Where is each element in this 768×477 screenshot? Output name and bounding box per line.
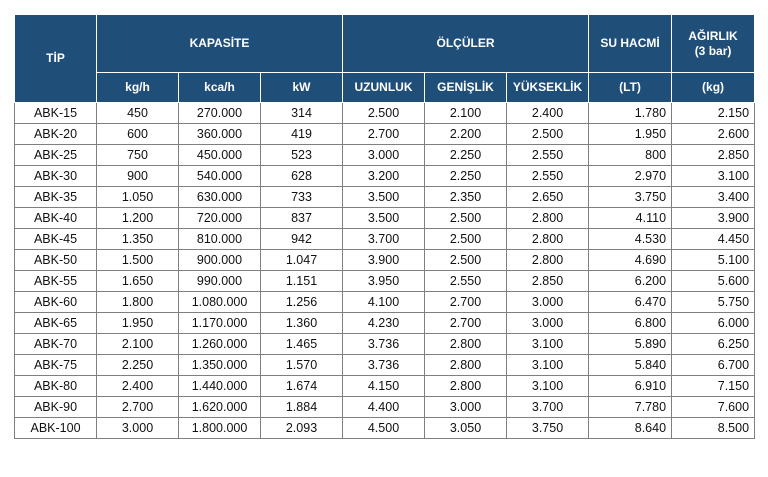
cell-kapasite-kcah: 990.000 (179, 271, 261, 292)
cell-genislik: 2.500 (425, 229, 507, 250)
cell-kapasite-kcah: 630.000 (179, 187, 261, 208)
cell-kapasite-kw: 1.570 (261, 355, 343, 376)
cell-agirlik: 6.000 (672, 313, 755, 334)
cell-agirlik: 3.400 (672, 187, 755, 208)
header-unit-kw: kW (261, 73, 343, 103)
cell-agirlik: 5.100 (672, 250, 755, 271)
cell-agirlik: 8.500 (672, 418, 755, 439)
cell-genislik: 2.550 (425, 271, 507, 292)
cell-uzunluk: 2.500 (343, 103, 425, 124)
cell-genislik: 2.700 (425, 292, 507, 313)
cell-yukseklik: 2.800 (507, 208, 589, 229)
header-unit-kgh: kg/h (97, 73, 179, 103)
cell-genislik: 2.500 (425, 250, 507, 271)
header-su-hacmi: SU HACMİ (589, 15, 672, 73)
table-row (15, 166, 755, 187)
cell-kapasite-kw: 1.465 (261, 334, 343, 355)
cell-yukseklik: 3.700 (507, 397, 589, 418)
cell-su-hacmi: 8.640 (589, 418, 672, 439)
cell-genislik: 2.100 (425, 103, 507, 124)
cell-genislik: 2.500 (425, 208, 507, 229)
header-genislik: GENİŞLİK (425, 73, 507, 103)
cell-su-hacmi: 7.780 (589, 397, 672, 418)
header-tip: TİP (15, 15, 97, 103)
cell-agirlik: 2.150 (672, 103, 755, 124)
cell-uzunluk: 3.500 (343, 208, 425, 229)
cell-su-hacmi: 2.970 (589, 166, 672, 187)
header-agirlik-line1: AĞIRLIK (688, 28, 738, 43)
cell-agirlik: 5.750 (672, 292, 755, 313)
cell-kapasite-kcah: 1.440.000 (179, 376, 261, 397)
cell-kapasite-kgh: 3.000 (97, 418, 179, 439)
cell-kapasite-kgh: 2.250 (97, 355, 179, 376)
table-row (15, 229, 755, 250)
cell-su-hacmi: 4.110 (589, 208, 672, 229)
cell-tip: ABK-45 (15, 229, 97, 250)
cell-kapasite-kgh: 1.350 (97, 229, 179, 250)
cell-tip: ABK-65 (15, 313, 97, 334)
spec-table (14, 14, 755, 439)
cell-agirlik: 3.900 (672, 208, 755, 229)
cell-agirlik: 5.600 (672, 271, 755, 292)
cell-tip: ABK-75 (15, 355, 97, 376)
cell-yukseklik: 2.800 (507, 250, 589, 271)
table-row (15, 124, 755, 145)
header-agirlik (672, 15, 755, 73)
header-row-units (15, 73, 755, 103)
cell-kapasite-kcah: 540.000 (179, 166, 261, 187)
cell-kapasite-kw: 942 (261, 229, 343, 250)
cell-tip: ABK-90 (15, 397, 97, 418)
cell-tip: ABK-80 (15, 376, 97, 397)
cell-kapasite-kcah: 1.800.000 (179, 418, 261, 439)
cell-su-hacmi: 3.750 (589, 187, 672, 208)
cell-kapasite-kcah: 1.620.000 (179, 397, 261, 418)
cell-genislik: 3.000 (425, 397, 507, 418)
cell-yukseklik: 2.500 (507, 124, 589, 145)
cell-kapasite-kcah: 270.000 (179, 103, 261, 124)
header-unit-kcah: kca/h (179, 73, 261, 103)
table-row (15, 187, 755, 208)
cell-uzunluk: 4.150 (343, 376, 425, 397)
cell-su-hacmi: 5.890 (589, 334, 672, 355)
cell-su-hacmi: 1.950 (589, 124, 672, 145)
cell-uzunluk: 3.000 (343, 145, 425, 166)
cell-yukseklik: 3.000 (507, 292, 589, 313)
cell-tip: ABK-55 (15, 271, 97, 292)
cell-agirlik: 4.450 (672, 229, 755, 250)
cell-kapasite-kgh: 900 (97, 166, 179, 187)
cell-su-hacmi: 4.530 (589, 229, 672, 250)
table-row (15, 376, 755, 397)
cell-genislik: 3.050 (425, 418, 507, 439)
header-agirlik-line2: (3 bar) (694, 43, 732, 58)
cell-tip: ABK-50 (15, 250, 97, 271)
table-body (15, 103, 755, 439)
header-kapasite: KAPASİTE (97, 15, 343, 73)
table-row (15, 313, 755, 334)
cell-kapasite-kgh: 1.500 (97, 250, 179, 271)
cell-uzunluk: 4.100 (343, 292, 425, 313)
cell-uzunluk: 3.700 (343, 229, 425, 250)
cell-yukseklik: 2.800 (507, 229, 589, 250)
cell-kapasite-kcah: 900.000 (179, 250, 261, 271)
cell-uzunluk: 3.200 (343, 166, 425, 187)
header-unit-kg: (kg) (672, 73, 755, 103)
cell-uzunluk: 4.400 (343, 397, 425, 418)
cell-kapasite-kw: 1.047 (261, 250, 343, 271)
cell-kapasite-kw: 1.151 (261, 271, 343, 292)
cell-kapasite-kw: 314 (261, 103, 343, 124)
cell-su-hacmi: 6.910 (589, 376, 672, 397)
cell-kapasite-kw: 837 (261, 208, 343, 229)
cell-kapasite-kgh: 1.650 (97, 271, 179, 292)
cell-agirlik: 7.150 (672, 376, 755, 397)
cell-kapasite-kcah: 450.000 (179, 145, 261, 166)
cell-su-hacmi: 6.470 (589, 292, 672, 313)
cell-yukseklik: 3.100 (507, 334, 589, 355)
cell-yukseklik: 2.400 (507, 103, 589, 124)
cell-kapasite-kw: 628 (261, 166, 343, 187)
cell-yukseklik: 2.550 (507, 145, 589, 166)
cell-kapasite-kgh: 1.800 (97, 292, 179, 313)
cell-kapasite-kw: 1.256 (261, 292, 343, 313)
table-row (15, 145, 755, 166)
cell-kapasite-kcah: 720.000 (179, 208, 261, 229)
header-unit-lt: (LT) (589, 73, 672, 103)
cell-su-hacmi: 1.780 (589, 103, 672, 124)
cell-kapasite-kgh: 600 (97, 124, 179, 145)
table-row (15, 334, 755, 355)
table-row (15, 418, 755, 439)
cell-uzunluk: 4.230 (343, 313, 425, 334)
cell-yukseklik: 3.750 (507, 418, 589, 439)
header-uzunluk: UZUNLUK (343, 73, 425, 103)
table-row (15, 103, 755, 124)
cell-yukseklik: 2.650 (507, 187, 589, 208)
cell-kapasite-kw: 2.093 (261, 418, 343, 439)
cell-uzunluk: 3.900 (343, 250, 425, 271)
cell-uzunluk: 3.950 (343, 271, 425, 292)
cell-kapasite-kgh: 450 (97, 103, 179, 124)
cell-tip: ABK-40 (15, 208, 97, 229)
cell-kapasite-kcah: 360.000 (179, 124, 261, 145)
cell-genislik: 2.800 (425, 334, 507, 355)
cell-yukseklik: 2.850 (507, 271, 589, 292)
cell-agirlik: 7.600 (672, 397, 755, 418)
cell-kapasite-kcah: 1.170.000 (179, 313, 261, 334)
cell-kapasite-kgh: 2.700 (97, 397, 179, 418)
table-row (15, 271, 755, 292)
cell-genislik: 2.800 (425, 355, 507, 376)
cell-uzunluk: 3.500 (343, 187, 425, 208)
cell-kapasite-kgh: 2.100 (97, 334, 179, 355)
cell-tip: ABK-100 (15, 418, 97, 439)
cell-genislik: 2.800 (425, 376, 507, 397)
cell-kapasite-kgh: 1.050 (97, 187, 179, 208)
table-row (15, 355, 755, 376)
cell-kapasite-kw: 1.884 (261, 397, 343, 418)
cell-kapasite-kgh: 2.400 (97, 376, 179, 397)
header-row-main (15, 15, 755, 73)
cell-yukseklik: 3.000 (507, 313, 589, 334)
cell-agirlik: 2.850 (672, 145, 755, 166)
cell-kapasite-kw: 523 (261, 145, 343, 166)
cell-su-hacmi: 800 (589, 145, 672, 166)
cell-tip: ABK-60 (15, 292, 97, 313)
cell-yukseklik: 3.100 (507, 376, 589, 397)
cell-agirlik: 6.700 (672, 355, 755, 376)
cell-kapasite-kcah: 1.080.000 (179, 292, 261, 313)
cell-kapasite-kcah: 1.350.000 (179, 355, 261, 376)
cell-kapasite-kw: 733 (261, 187, 343, 208)
table-row (15, 292, 755, 313)
cell-kapasite-kgh: 1.200 (97, 208, 179, 229)
cell-kapasite-kw: 1.360 (261, 313, 343, 334)
cell-genislik: 2.200 (425, 124, 507, 145)
header-olculer: ÖLÇÜLER (343, 15, 589, 73)
cell-su-hacmi: 6.800 (589, 313, 672, 334)
cell-kapasite-kgh: 1.950 (97, 313, 179, 334)
table-row (15, 250, 755, 271)
cell-genislik: 2.350 (425, 187, 507, 208)
cell-kapasite-kcah: 1.260.000 (179, 334, 261, 355)
cell-tip: ABK-15 (15, 103, 97, 124)
cell-yukseklik: 3.100 (507, 355, 589, 376)
header-yukseklik: YÜKSEKLİK (507, 73, 589, 103)
cell-su-hacmi: 5.840 (589, 355, 672, 376)
cell-su-hacmi: 6.200 (589, 271, 672, 292)
table-row (15, 208, 755, 229)
cell-kapasite-kw: 1.674 (261, 376, 343, 397)
cell-agirlik: 2.600 (672, 124, 755, 145)
cell-kapasite-kcah: 810.000 (179, 229, 261, 250)
cell-agirlik: 6.250 (672, 334, 755, 355)
cell-agirlik: 3.100 (672, 166, 755, 187)
cell-tip: ABK-20 (15, 124, 97, 145)
cell-tip: ABK-70 (15, 334, 97, 355)
cell-uzunluk: 4.500 (343, 418, 425, 439)
cell-genislik: 2.700 (425, 313, 507, 334)
cell-uzunluk: 3.736 (343, 355, 425, 376)
cell-tip: ABK-35 (15, 187, 97, 208)
cell-uzunluk: 3.736 (343, 334, 425, 355)
cell-tip: ABK-30 (15, 166, 97, 187)
cell-genislik: 2.250 (425, 145, 507, 166)
cell-yukseklik: 2.550 (507, 166, 589, 187)
cell-kapasite-kgh: 750 (97, 145, 179, 166)
cell-kapasite-kw: 419 (261, 124, 343, 145)
cell-genislik: 2.250 (425, 166, 507, 187)
cell-tip: ABK-25 (15, 145, 97, 166)
table-row (15, 397, 755, 418)
cell-uzunluk: 2.700 (343, 124, 425, 145)
cell-su-hacmi: 4.690 (589, 250, 672, 271)
